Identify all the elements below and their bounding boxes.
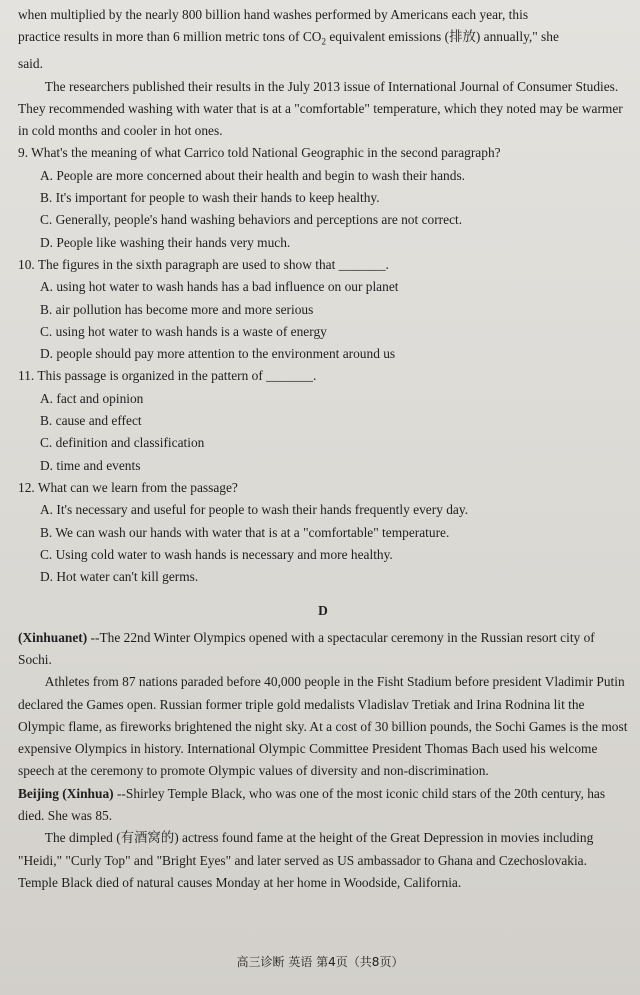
question-11 [18, 365, 628, 476]
passage-c-line-1: when multiplied by the nearly 800 billion hand washes performed by Americans each year, this [18, 7, 529, 22]
option-a: A. People are more concerned about their health and begin to wash their hands. [40, 167, 466, 183]
option-b: B. cause and effect [40, 413, 142, 429]
section-label-d: D [318, 603, 328, 619]
option-b: B. air pollution has become more and more serious [40, 301, 314, 317]
option-d: D. time and events [40, 457, 141, 473]
option-b: B. We can wash our hands with water that is at a "comfortable" temperature. [40, 524, 450, 540]
question-stem: 11. This passage is organized in the pattern of _______. [18, 368, 317, 384]
passage-c-line-2-post: equivalent emissions (排放) annually," she [325, 29, 559, 45]
question-list [18, 142, 628, 588]
option-a: A. It's necessary and useful for people to wash their hands frequently every day. [40, 502, 469, 518]
option-d: D. Hot water can't kill germs. [40, 569, 199, 585]
option-d: D. People like washing their hands very much. [40, 234, 291, 250]
question-10 [18, 254, 628, 365]
question-9 [18, 142, 628, 253]
passage-c-line-2 [18, 26, 628, 53]
news-item-2-paragraph: The dimpled (有酒窝的) actress found fame at the height of the Great Depression in movies including "Heidi," "Curly Top" and "Bright Eyes" and later served as US ambassador to Ghana and Czechoslovakia. Temple Black died of natural causes Monday at her home in Woodside, California. [18, 830, 594, 890]
passage-c-ending [18, 4, 628, 142]
passage-c-line-2-pre: practice results in more than 6 million metric tons of CO [18, 29, 322, 45]
news-lead-text: --Shirley Temple Black, who was one of the most iconic child stars of the 20th century, has died. She was 85. [18, 785, 606, 824]
option-c: C. definition and classification [40, 435, 205, 451]
news-source: (Xinhuanet) [18, 629, 88, 645]
option-a: A. using hot water to wash hands has a bad influence on our planet [40, 279, 399, 295]
news-lead-text: --The 22nd Winter Olympics opened with a spectacular ceremony in the Russian resort city of Sochi. [18, 629, 595, 667]
option-c: C. using hot water to wash hands is a waste of energy [40, 323, 327, 339]
question-12 [18, 477, 628, 588]
news-source: Beijing (Xinhua) [18, 785, 114, 801]
passage-c-line-3: said. [18, 56, 43, 72]
question-stem: 12. What can we learn from the passage? [18, 479, 238, 495]
news-item-1-lead [18, 627, 628, 672]
passage-c-paragraph: The researchers published their results in the July 2013 issue of International Journal of Consumer Studies. They recommended washing with water that is at a "comfortable" temperature, which they noted may be warmer in cold months and cooler in hot ones. [18, 78, 623, 139]
option-d: D. people should pay more attention to the environment around us [40, 346, 396, 362]
question-stem: 9. What's the meaning of what Carrico told National Geographic in the second paragraph? [18, 145, 501, 161]
passage-d [18, 627, 628, 895]
option-a: A. fact and opinion [40, 390, 144, 406]
question-stem: 10. The figures in the sixth paragraph are used to show that _______. [18, 256, 389, 272]
option-c: C. Using cold water to wash hands is necessary and more healthy. [40, 546, 393, 562]
option-c: C. Generally, people's hand washing behaviors and perceptions are not correct. [40, 212, 463, 228]
news-item-2-lead [18, 783, 628, 828]
option-b: B. It's important for people to wash their hands to keep healthy. [40, 190, 380, 206]
news-item-1-paragraph: Athletes from 87 nations paraded before 40,000 people in the Fisht Stadium before president Vladimir Putin declared the Games open. Russian former triple gold medalists Vladislav Tretiak and Irina Rodnina lit the Olympic flame, as fireworks brightened the night sky. At a cost of 30 billion pounds, the Sochi Games is the most expensive Olympics in history. International Olympic Committee President Thomas Bach used his welcome speech at the ceremony to promote Olympic values of diversity and non-discrimination. [18, 674, 628, 779]
co2-subscript: 2 [321, 36, 326, 47]
page-footer: 高三诊断 英语 第4页（共8页） [236, 954, 404, 969]
